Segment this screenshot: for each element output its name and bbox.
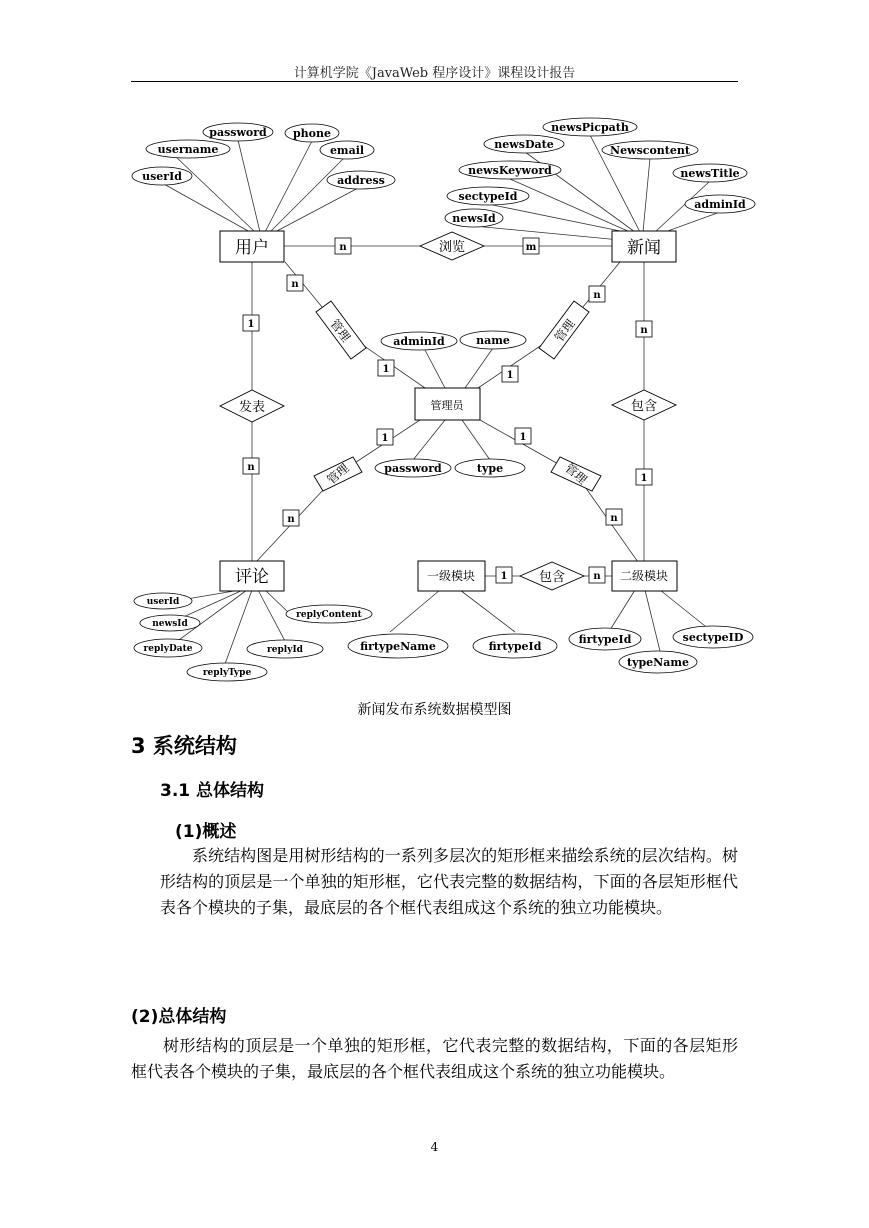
attr-level1-firtypeid: firtypeId bbox=[488, 640, 542, 653]
attr-comment-replydate: replyDate bbox=[143, 644, 193, 654]
relation-contain-level-label: 包含 bbox=[538, 570, 566, 585]
attrs-level1 bbox=[348, 634, 557, 658]
relation-manage-user-label: 管理 bbox=[327, 316, 354, 345]
entity-level2 bbox=[612, 561, 677, 591]
relation-manage-news bbox=[539, 301, 589, 359]
attr-news-picpath: newsPicpath bbox=[551, 121, 629, 134]
relation-manage-level2 bbox=[551, 457, 601, 491]
card-l2-manage: n bbox=[610, 513, 618, 524]
card-news-contain: n bbox=[640, 325, 648, 336]
entity-admin-label: 管理员 bbox=[430, 399, 464, 412]
item1-paragraph: 系统结构图是用树形结构的一系列多层次的矩形框来描绘系统的层次结构。树形结构的顶层是一个单独的矩形框，它代表完整的数据结构，下面的各层矩形框代表各个模块的子集，最底层的各个框代表组成这个系统的独立功能模块。 bbox=[160, 846, 738, 917]
section-title: 3 系统结构 bbox=[131, 734, 237, 758]
relation-manage-level2-label: 管理 bbox=[562, 460, 590, 488]
attr-level2-typename: typeName bbox=[627, 656, 689, 669]
card-admin-manage-l2: 1 bbox=[519, 432, 527, 443]
entity-admin bbox=[415, 388, 480, 420]
page-header: 计算机学院《JavaWeb 程序设计》课程设计报告 bbox=[293, 66, 576, 81]
relation-contain-level bbox=[520, 562, 584, 590]
attr-news-date: newsDate bbox=[494, 138, 554, 151]
attr-user-email: email bbox=[329, 144, 365, 157]
subsection-title: 3.1 总体结构 bbox=[160, 781, 265, 801]
entity-comment-label: 评论 bbox=[235, 567, 269, 587]
card-news-manage: n bbox=[593, 290, 601, 301]
attr-comment-replyid: replyId bbox=[267, 645, 303, 655]
card-admin-manage-news: 1 bbox=[506, 370, 514, 381]
entity-news bbox=[612, 231, 676, 262]
relation-manage-comment-label: 管理 bbox=[324, 460, 352, 488]
entity-level1 bbox=[418, 561, 485, 591]
relation-publish-label: 发表 bbox=[238, 400, 266, 415]
attr-news-title: newsTitle bbox=[680, 167, 740, 180]
attrs-news bbox=[445, 118, 755, 227]
card-user-manage: n bbox=[291, 279, 299, 290]
card-admin-manage-comment: 1 bbox=[381, 433, 389, 444]
card-user-publish: 1 bbox=[247, 319, 255, 330]
attr-user-userid: userId bbox=[142, 170, 182, 183]
relation-contain-news bbox=[612, 390, 676, 420]
attrs-comment bbox=[134, 593, 372, 681]
entity-level2-label: 二级模块 bbox=[619, 569, 669, 583]
entity-news-label: 新闻 bbox=[627, 238, 661, 258]
attr-admin-password: password bbox=[384, 462, 442, 475]
relation-manage-comment bbox=[314, 457, 362, 491]
card-news-browse: m bbox=[525, 242, 537, 253]
attr-comment-replycontent: replyContent bbox=[296, 610, 362, 620]
item2-title: (2)总体结构 bbox=[131, 1007, 227, 1027]
entity-comment bbox=[220, 561, 284, 591]
entity-user-label: 用户 bbox=[235, 238, 269, 258]
attr-level2-firtypeid: firtypeId bbox=[578, 633, 632, 646]
card-comment-publish: n bbox=[247, 462, 255, 473]
attr-level2-sectypeid: sectypeID bbox=[682, 631, 744, 644]
relation-contain-news-label: 包含 bbox=[630, 399, 658, 414]
page-number: 4 bbox=[430, 1140, 439, 1154]
attr-user-phone: phone bbox=[292, 127, 332, 140]
relation-manage-user bbox=[316, 301, 366, 359]
attr-user-username: username bbox=[157, 143, 219, 156]
attr-comment-replytype: replyType bbox=[202, 668, 252, 678]
card-l1-contain: 1 bbox=[500, 571, 508, 582]
card-user-browse: n bbox=[339, 242, 347, 253]
relation-browse bbox=[420, 232, 484, 260]
attr-user-address: address bbox=[337, 174, 385, 187]
card-level2-contain: 1 bbox=[640, 473, 648, 484]
item2-paragraph: 树形结构的顶层是一个单独的矩形框，它代表完整的数据结构，下面的各层矩形框代表各个模块的子集，最底层的各个框代表组成这个系统的独立功能模块。 bbox=[131, 1036, 738, 1081]
attr-comment-newsid: newsId bbox=[152, 619, 188, 629]
attr-comment-userid: userId bbox=[146, 597, 180, 607]
figure-caption: 新闻发布系统数据模型图 bbox=[357, 702, 512, 718]
entity-user bbox=[220, 231, 284, 262]
relation-manage-news-label: 管理 bbox=[551, 316, 578, 345]
card-l2-contain-l1: n bbox=[593, 571, 601, 582]
attrs-user bbox=[132, 123, 395, 189]
relation-browse-label: 浏览 bbox=[438, 240, 466, 255]
entity-level1-label: 一级模块 bbox=[426, 569, 476, 583]
attr-news-keyword: newsKeyword bbox=[468, 164, 552, 177]
attr-admin-adminid: adminId bbox=[393, 335, 445, 348]
attr-news-newsid: newsId bbox=[452, 212, 496, 225]
attr-news-sectypeid: sectypeId bbox=[458, 190, 518, 203]
card-comment-manage: n bbox=[287, 514, 295, 525]
attrs-level2 bbox=[569, 626, 753, 673]
attr-news-content: Newscontent bbox=[610, 144, 690, 157]
attr-admin-name: name bbox=[476, 334, 510, 347]
attr-level1-firtypename: firtypeName bbox=[360, 640, 436, 653]
item1-title: (1)概述 bbox=[175, 822, 237, 842]
relation-publish bbox=[220, 390, 284, 422]
attr-user-password: password bbox=[209, 126, 267, 139]
attr-news-adminid: adminId bbox=[694, 198, 746, 211]
card-admin-manage-user: 1 bbox=[382, 364, 390, 375]
attr-admin-type: type bbox=[476, 462, 504, 475]
